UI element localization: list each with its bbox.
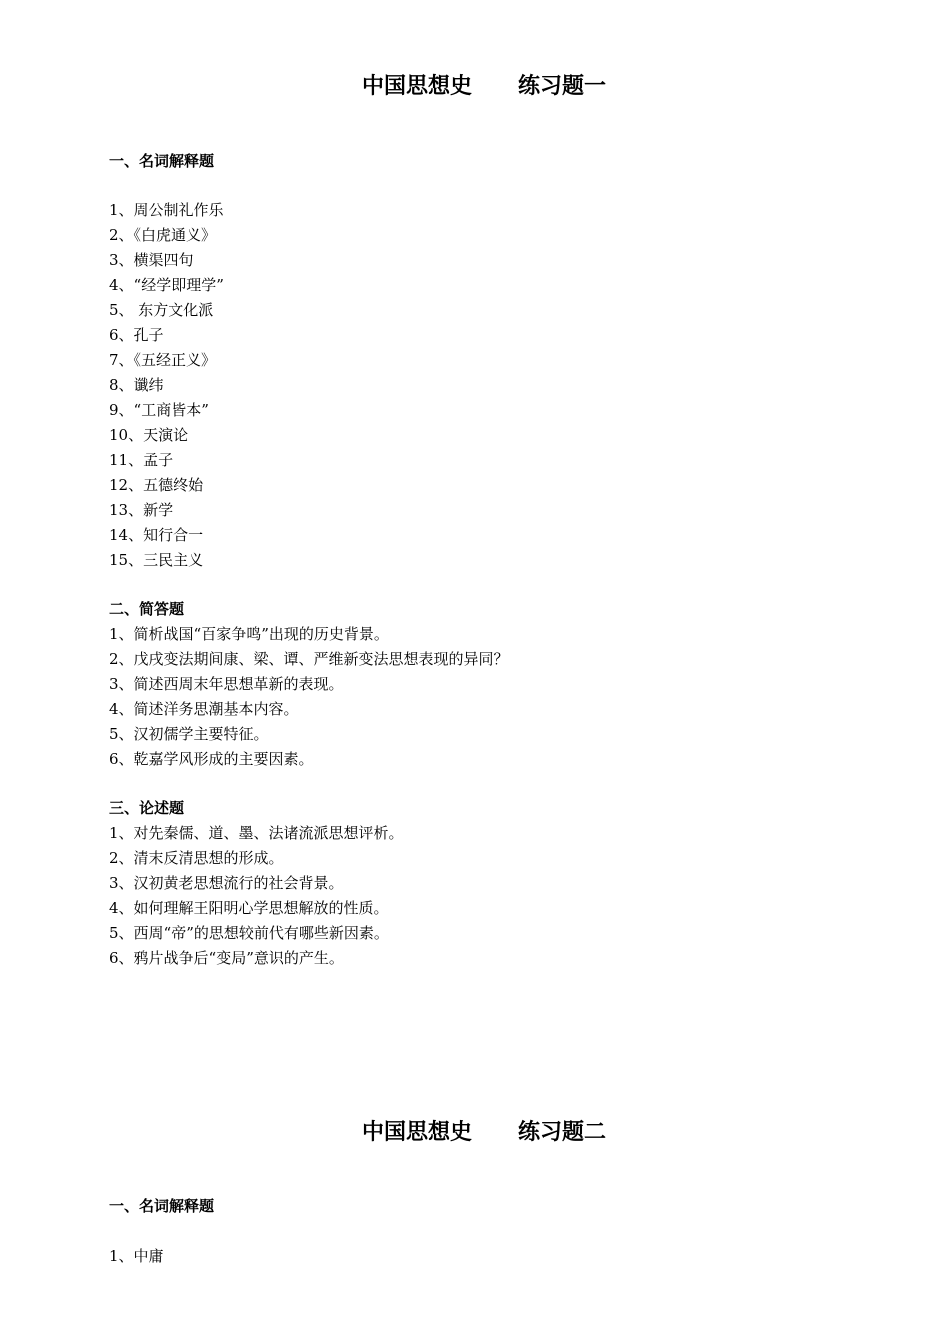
list-item: 3、横渠四句: [109, 251, 194, 269]
list-item: 5、西周“帝”的思想较前代有哪些新因素。: [109, 924, 389, 942]
list-item: 1、周公制礼作乐: [109, 201, 224, 219]
list-item: 2、清末反清思想的形成。: [109, 849, 284, 867]
list-item: 5、 东方文化派: [109, 301, 214, 319]
list-item: 4、如何理解王阳明心学思想解放的性质。: [109, 899, 389, 917]
list-item: 11、孟子: [109, 451, 174, 469]
exercise2-title: 中国思想史 练习题二: [362, 1120, 606, 1145]
list-item: 3、汉初黄老思想流行的社会背景。: [109, 874, 344, 892]
exercise1-section1-heading: 一、名词解释题: [109, 152, 215, 170]
exercise1-section2-heading: 二、简答题: [109, 600, 185, 618]
list-item: 7、《五经正义》: [109, 351, 217, 369]
exercise2-section1-list: [109, 1244, 164, 1269]
exercise1-section3-list: [109, 821, 404, 971]
exercise1-title: 中国思想史 练习题一: [362, 74, 606, 99]
list-item: 1、对先秦儒、道、墨、法诸流派思想评析。: [109, 824, 404, 842]
list-item: 6、鸦片战争后“变局”意识的产生。: [109, 949, 344, 967]
list-item: 2、《白虎通义》: [109, 226, 217, 244]
list-item: 6、孔子: [109, 326, 164, 344]
list-item: 4、简述洋务思潮基本内容。: [109, 700, 299, 718]
list-item: 2、戊戌变法期间康、梁、谭、严维新变法思想表现的异同？: [109, 650, 509, 668]
exercise1-section2-list: [109, 622, 509, 772]
list-item: 12、五德终始: [109, 476, 204, 494]
list-item: 1、简析战国“百家争鸣”出现的历史背景。: [109, 625, 389, 643]
list-item: 6、乾嘉学风形成的主要因素。: [109, 750, 314, 768]
list-item: 13、新学: [109, 501, 174, 519]
exercise2-section1-heading: 一、名词解释题: [109, 1197, 215, 1215]
list-item: 8、谶纬: [109, 376, 164, 394]
exercise1-section1-list: [109, 198, 224, 573]
list-item: 14、知行合一: [109, 526, 204, 544]
list-item: 15、三民主义: [109, 551, 204, 569]
list-item: 10、天演论: [109, 426, 189, 444]
list-item: 3、简述西周末年思想革新的表现。: [109, 675, 344, 693]
list-item: 5、汉初儒学主要特征。: [109, 725, 269, 743]
exercise1-section3-heading: 三、论述题: [109, 799, 185, 817]
list-item: 4、“经学即理学”: [109, 276, 224, 294]
list-item: 1、中庸: [109, 1247, 164, 1265]
list-item: 9、“工商皆本”: [109, 401, 209, 419]
